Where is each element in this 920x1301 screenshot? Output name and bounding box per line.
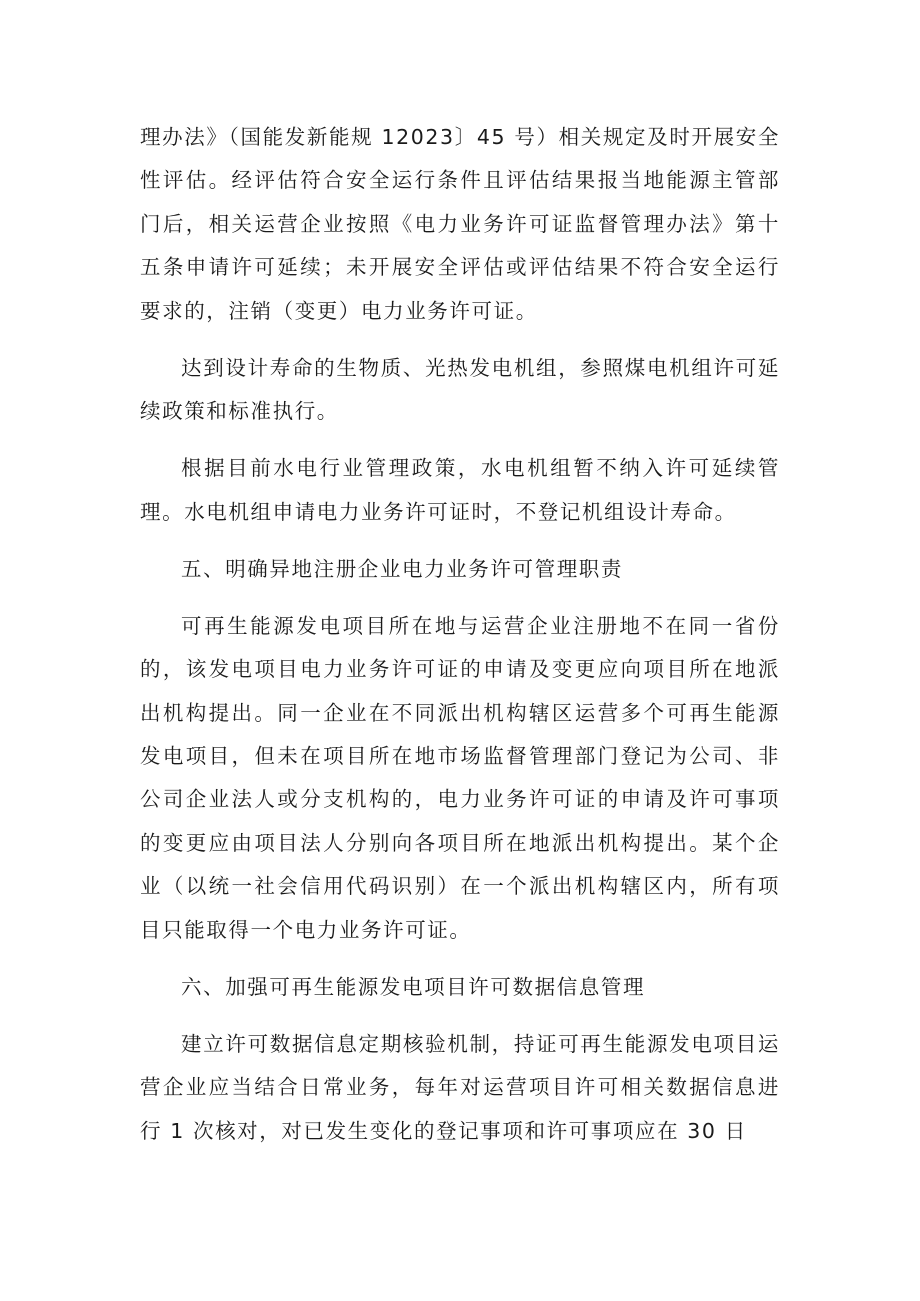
paragraph-data-verification: 建立许可数据信息定期核验机制，持证可再生能源发电项目运营企业应当结合日常业务，每年对运营项目许可相关数据信息进行 1 次核对，对已发生变化的登记事项和许可事项应在 30 日 bbox=[140, 1031, 780, 1143]
section-heading-6: 六、加强可再生能源发电项目许可数据信息管理 bbox=[181, 974, 646, 999]
paragraph-biomass-solar-thermal: 达到设计寿命的生物质、光热发电机组，参照煤电机组许可延续政策和标准执行。 bbox=[140, 355, 780, 424]
document-body bbox=[140, 116, 780, 1167]
paragraph-cross-region-registration: 可再生能源发电项目所在地与运营企业注册地不在同一省份的，该发电项目电力业务许可证的申请及变更应向项目所在地派出机构提出。同一企业在不同派出机构辖区运营多个可再生能源发电项目，但未在项目所在地市场监督管理部门登记为公司、非公司企业法人或分支机构的，电力业务许可证的申请及许可事项的变更应由项目法人分别向各项目所在地派出机构提出。某个企业（以统一社会信用代码识别）在一个派出机构辖区内，所有项目只能取得一个电力业务许可证。 bbox=[140, 613, 780, 942]
paragraph-safety-evaluation: 理办法》（国能发新能规 12023〕45 号）相关规定及时开展安全性评估。经评估符合安全运行条件且评估结果报当地能源主管部门后，相关运营企业按照《电力业务许可证监督管理办法》第十五条申请许可延续；未开展安全评估或评估结果不符合安全运行要求的，注销（变更）电力业务许可证。 bbox=[140, 125, 780, 323]
paragraph-hydropower-policy: 根据目前水电行业管理政策，水电机组暂不纳入许可延续管理。水电机组申请电力业务许可证时，不登记机组设计寿命。 bbox=[140, 456, 780, 524]
section-heading-5: 五、明确异地注册企业电力业务许可管理职责 bbox=[181, 556, 623, 581]
